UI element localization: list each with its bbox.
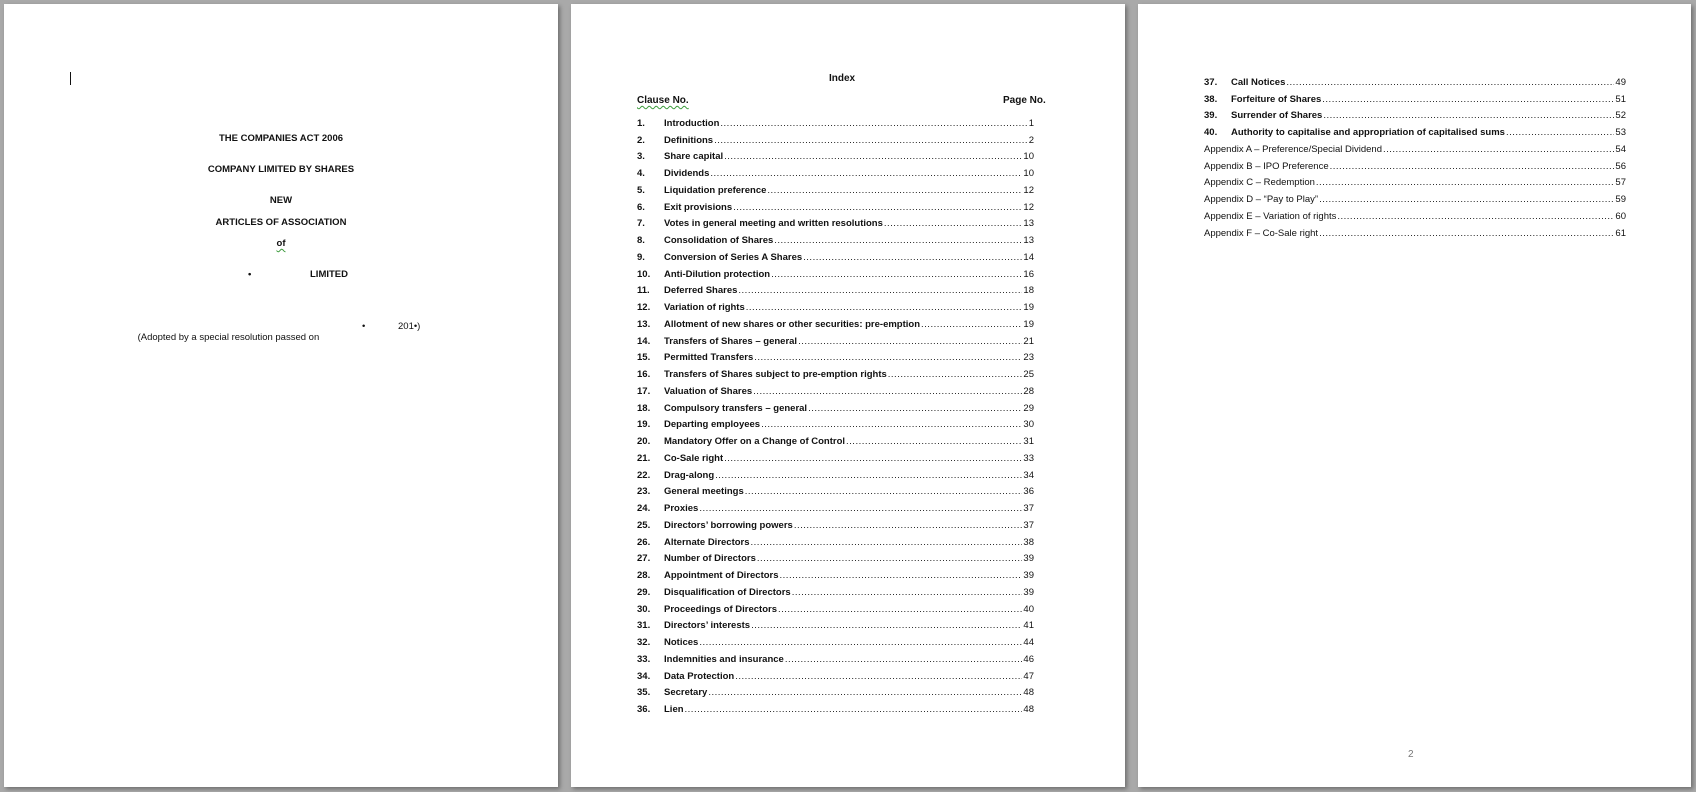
clause-title: Definitions — [664, 134, 714, 146]
page-ref: 23 — [1023, 352, 1034, 364]
page-ref: 56 — [1615, 160, 1626, 172]
clause-number: 21. — [637, 452, 651, 464]
page-ref: 37 — [1023, 503, 1034, 514]
adopted-year: 201•) — [398, 321, 421, 332]
clause-number: 19. — [637, 419, 651, 431]
clause-title: Proxies — [664, 503, 699, 514]
adopted-line — [127, 321, 319, 354]
clause-title: Introduction — [664, 117, 720, 129]
clause-title: Votes in general meeting and written resolutions — [664, 218, 883, 230]
clause-number: 8. — [637, 235, 645, 246]
index-entry[interactable] — [637, 482, 1034, 499]
clause-title: Anti-Dilution protection — [664, 268, 771, 280]
page-ref: 16 — [1023, 268, 1034, 280]
dot-leader — [699, 503, 1022, 515]
dot-leader — [1383, 144, 1614, 156]
page-ref: 48 — [1023, 687, 1034, 699]
page-ref: 33 — [1023, 452, 1034, 464]
dot-leader — [767, 185, 1022, 197]
page-ref: 13 — [1023, 218, 1034, 230]
clause-title: Co-Sale right — [664, 452, 724, 464]
dot-leader — [745, 486, 1023, 498]
document-page-3[interactable] — [1138, 4, 1691, 787]
index-entry[interactable] — [637, 599, 1034, 616]
dot-leader — [921, 319, 1022, 331]
clause-title: Departing employees — [664, 419, 761, 431]
clause-title: Valuation of Shares — [664, 385, 753, 397]
page-ref: 46 — [1023, 653, 1034, 665]
appendix-entry[interactable] — [1204, 189, 1626, 206]
clause-title: Directors’ interests — [664, 620, 751, 632]
index-entry[interactable] — [637, 113, 1034, 130]
dot-leader — [761, 419, 1022, 431]
appendix-entry[interactable] — [1204, 139, 1626, 156]
dot-leader — [794, 520, 1023, 532]
index-entry[interactable] — [1204, 89, 1626, 106]
appendix-title: Appendix E – Variation of rights — [1204, 210, 1337, 222]
index-entry[interactable] — [637, 331, 1034, 348]
appendix-entry[interactable] — [1204, 156, 1626, 173]
dot-leader — [774, 235, 1022, 247]
index-entry[interactable] — [1204, 106, 1626, 123]
index-entry[interactable] — [637, 532, 1034, 549]
appendix-title: Appendix B – IPO Preference — [1204, 160, 1329, 172]
page-ref: 25 — [1023, 369, 1034, 380]
clause-title: Appointment of Directors — [664, 570, 779, 581]
page-ref: 53 — [1615, 127, 1626, 138]
page-ref: 12 — [1023, 184, 1034, 196]
page-ref: 37 — [1023, 519, 1034, 531]
clause-title: Indemnities and insurance — [664, 653, 784, 665]
page-ref: 1 — [1028, 117, 1034, 129]
appendix-entry[interactable] — [1204, 173, 1626, 190]
page-number: 2 — [1408, 749, 1414, 760]
page-ref: 51 — [1615, 93, 1626, 105]
clause-number: 17. — [637, 385, 651, 397]
clause-title: Disqualification of Directors — [664, 586, 791, 598]
index-entry[interactable] — [637, 398, 1034, 415]
clause-number: 27. — [637, 553, 651, 565]
index-entry[interactable] — [637, 582, 1034, 599]
clause-title: Mandatory Offer on a Change of Control — [664, 436, 846, 447]
clause-title: Surrender of Shares — [1231, 110, 1323, 122]
act-heading: THE COMPANIES ACT 2006 — [218, 133, 344, 144]
index-entry[interactable] — [637, 180, 1034, 197]
clause-number: 34. — [637, 670, 651, 682]
index-entry[interactable] — [637, 699, 1034, 716]
page-ref: 40 — [1023, 603, 1034, 615]
clause-number: 38. — [1204, 93, 1218, 105]
index-entry[interactable] — [637, 666, 1034, 683]
dot-leader — [803, 252, 1022, 264]
clause-number: 32. — [637, 637, 651, 648]
clause-number: 29. — [637, 586, 651, 598]
appendix-entry[interactable] — [1204, 206, 1626, 223]
clause-number: 1. — [637, 117, 645, 129]
document-page-1[interactable] — [4, 4, 558, 787]
page-no-header: Page No. — [1003, 95, 1046, 106]
index-entry[interactable] — [637, 314, 1034, 331]
dot-leader — [699, 637, 1022, 649]
index-entry[interactable] — [637, 297, 1034, 314]
appendix-entry[interactable] — [1204, 223, 1626, 240]
clause-number: 33. — [637, 653, 651, 665]
clause-number: 9. — [637, 251, 645, 263]
index-entry[interactable] — [637, 616, 1034, 633]
dot-leader — [746, 302, 1023, 314]
index-list — [637, 113, 1034, 716]
clause-title: Lien — [664, 704, 684, 715]
index-entry[interactable] — [637, 130, 1034, 147]
clause-number: 7. — [637, 218, 645, 230]
index-entry[interactable] — [637, 683, 1034, 700]
clause-title: Number of Directors — [664, 553, 756, 565]
page-ref: 54 — [1615, 143, 1626, 155]
dot-leader — [753, 386, 1022, 398]
page-ref: 59 — [1615, 194, 1626, 205]
clause-number: 2. — [637, 134, 645, 146]
clause-title: Compulsory transfers – general — [664, 402, 808, 414]
index-entry[interactable] — [637, 230, 1034, 247]
dot-leader — [888, 369, 1023, 381]
appendix-title: Appendix F – Co-Sale right — [1204, 227, 1319, 239]
dot-leader — [1337, 211, 1614, 223]
index-entry[interactable] — [637, 431, 1034, 448]
page-ref: 52 — [1615, 110, 1626, 122]
dot-leader — [846, 436, 1022, 448]
clause-title: Allotment of new shares or other securities: pre-emption — [664, 318, 921, 330]
adopted-prefix: (Adopted by a special resolution passed on — [137, 332, 320, 343]
dot-leader — [785, 654, 1023, 666]
dot-leader — [724, 151, 1022, 163]
clause-title: Alternate Directors — [664, 536, 750, 548]
page-ref: 13 — [1023, 235, 1034, 246]
clause-number: 11. — [637, 285, 650, 297]
clause-no-header: Clause No. — [637, 95, 689, 106]
page-ref: 29 — [1023, 402, 1034, 414]
clause-number: 37. — [1204, 76, 1218, 88]
clause-title: Exit provisions — [664, 201, 733, 213]
page-ref: 10 — [1023, 168, 1034, 179]
clause-number: 35. — [637, 687, 651, 699]
clause-title: Transfers of Shares – general — [664, 335, 798, 347]
dot-leader — [1286, 77, 1614, 89]
dot-leader — [710, 168, 1022, 180]
text-cursor — [70, 72, 71, 85]
clause-title: Share capital — [664, 151, 724, 163]
clause-title: Call Notices — [1231, 76, 1286, 88]
index-entry[interactable] — [637, 465, 1034, 482]
clause-title: Drag-along — [664, 469, 715, 481]
clause-title: Proceedings of Directors — [664, 603, 777, 615]
dot-leader — [714, 135, 1028, 147]
clause-title: Dividends — [664, 168, 710, 179]
dot-leader — [708, 687, 1022, 699]
page-ref: 21 — [1023, 335, 1034, 347]
dot-leader — [771, 269, 1022, 281]
page-ref: 47 — [1023, 670, 1034, 682]
clause-title: Secretary — [664, 687, 708, 699]
index-entry[interactable] — [637, 448, 1034, 465]
clause-title: Notices — [664, 637, 699, 648]
page-ref: 36 — [1023, 486, 1034, 498]
index-entry[interactable] — [637, 649, 1034, 666]
appendix-list — [1204, 139, 1626, 240]
dot-leader — [1323, 110, 1614, 122]
page-ref: 18 — [1023, 285, 1034, 297]
page-ref: 44 — [1023, 637, 1034, 648]
dot-leader — [1506, 127, 1614, 139]
index-list-continued — [1204, 72, 1626, 139]
clause-number: 26. — [637, 536, 651, 548]
page-ref: 38 — [1023, 536, 1034, 548]
clause-title: Directors’ borrowing powers — [664, 519, 793, 531]
clause-number: 5. — [637, 184, 645, 196]
index-entry[interactable] — [637, 565, 1034, 582]
clause-number: 40. — [1204, 127, 1218, 138]
company-type-heading: COMPANY LIMITED BY SHARES — [207, 164, 355, 175]
clause-number: 3. — [637, 151, 645, 163]
page-ref: 39 — [1023, 553, 1034, 565]
page-ref: 12 — [1023, 201, 1034, 213]
clause-number: 39. — [1204, 110, 1218, 122]
index-entry[interactable] — [637, 197, 1034, 214]
clause-number: 18. — [637, 402, 651, 414]
index-entry[interactable] — [637, 632, 1034, 649]
page-ref: 14 — [1023, 251, 1034, 263]
dot-leader — [1319, 228, 1614, 240]
new-heading: NEW — [269, 195, 293, 206]
clause-title: Conversion of Series A Shares — [664, 251, 803, 263]
index-entry[interactable] — [637, 364, 1034, 381]
dot-leader — [735, 671, 1022, 683]
page-ref: 34 — [1023, 469, 1034, 481]
dot-leader — [715, 470, 1022, 482]
clause-number: 25. — [637, 519, 651, 531]
clause-number: 14. — [637, 335, 651, 347]
clause-title: Data Protection — [664, 670, 735, 682]
index-title: Index — [829, 73, 856, 84]
clause-number: 12. — [637, 302, 651, 313]
dot-leader — [685, 704, 1023, 716]
clause-number: 30. — [637, 603, 651, 615]
dot-leader — [724, 453, 1022, 465]
index-entry[interactable] — [637, 147, 1034, 164]
page-ref: 61 — [1615, 227, 1626, 239]
index-entry[interactable] — [637, 549, 1034, 566]
dot-leader — [778, 604, 1022, 616]
dot-leader — [1330, 161, 1615, 173]
clause-number: 23. — [637, 486, 651, 498]
clause-number: 36. — [637, 704, 651, 715]
of-heading — [4, 238, 558, 249]
appendix-title: Appendix C – Redemption — [1204, 177, 1315, 189]
page-ref: 39 — [1023, 586, 1034, 598]
page-ref: 2 — [1028, 134, 1034, 146]
clause-title: Consolidation of Shares — [664, 235, 774, 246]
dot-leader — [733, 202, 1022, 214]
dot-leader — [751, 537, 1023, 549]
dot-leader — [751, 620, 1022, 632]
of-text: of — [276, 238, 286, 249]
appendix-title: Appendix A – Preference/Special Dividend — [1204, 143, 1382, 155]
company-name-placeholder: • — [248, 269, 252, 280]
dot-leader — [757, 553, 1023, 565]
index-entry[interactable] — [637, 247, 1034, 264]
document-page-2[interactable] — [571, 4, 1125, 787]
clause-title: Authority to capitalise and appropriation of capitalised sums — [1231, 127, 1505, 138]
clause-number: 28. — [637, 570, 651, 581]
clause-number: 24. — [637, 503, 651, 514]
clause-number: 22. — [637, 469, 651, 481]
limited-text: LIMITED — [310, 269, 348, 280]
page-ref: 39 — [1023, 570, 1034, 581]
index-entry[interactable] — [637, 281, 1034, 298]
clause-title: Variation of rights — [664, 302, 745, 313]
index-entry[interactable] — [637, 214, 1034, 231]
clause-number: 13. — [637, 318, 651, 330]
dot-leader — [754, 352, 1022, 364]
dot-leader — [1316, 177, 1615, 189]
dot-leader — [798, 336, 1022, 348]
clause-title: Liquidation preference — [664, 184, 767, 196]
clause-title: Permitted Transfers — [664, 352, 754, 364]
clause-title: Forfeiture of Shares — [1231, 93, 1322, 105]
clause-number: 6. — [637, 201, 645, 213]
clause-number: 31. — [637, 620, 651, 632]
index-entry[interactable] — [637, 381, 1034, 398]
page-ref: 19 — [1023, 302, 1034, 313]
clause-number: 20. — [637, 436, 651, 447]
clause-number: 4. — [637, 168, 645, 179]
clause-title: General meetings — [664, 486, 744, 498]
index-entry[interactable] — [637, 498, 1034, 515]
dot-leader — [1319, 194, 1614, 206]
index-entry[interactable] — [637, 163, 1034, 180]
dot-leader — [884, 218, 1023, 230]
page-ref: 48 — [1023, 704, 1034, 715]
dot-leader — [792, 587, 1023, 599]
clause-number: 10. — [637, 268, 651, 280]
clause-number: 15. — [637, 352, 651, 364]
index-entry[interactable] — [1204, 72, 1626, 89]
page-ref: 28 — [1023, 385, 1034, 397]
dot-leader — [780, 570, 1023, 582]
dot-leader — [738, 285, 1022, 297]
page-ref: 19 — [1023, 318, 1034, 330]
index-entry[interactable] — [1204, 122, 1626, 139]
page-ref: 30 — [1023, 419, 1034, 431]
dot-leader — [720, 118, 1027, 130]
index-entry[interactable] — [637, 515, 1034, 532]
index-entry[interactable] — [637, 348, 1034, 365]
adopted-date-placeholder: • — [362, 321, 366, 332]
page-ref: 31 — [1023, 436, 1034, 447]
dot-leader — [1322, 94, 1614, 106]
page-ref: 10 — [1023, 151, 1034, 163]
clause-title: Deferred Shares — [664, 285, 738, 297]
page-ref: 57 — [1615, 177, 1626, 189]
articles-heading: ARTICLES OF ASSOCIATION — [215, 217, 347, 228]
appendix-title: Appendix D – “Pay to Play” — [1204, 194, 1319, 205]
index-entry[interactable] — [637, 415, 1034, 432]
clause-title: Transfers of Shares subject to pre-emption rights — [664, 369, 887, 380]
page-ref: 41 — [1023, 620, 1034, 632]
page-ref: 49 — [1615, 76, 1626, 88]
page-ref: 60 — [1615, 210, 1626, 222]
index-entry[interactable] — [637, 264, 1034, 281]
clause-number: 16. — [637, 369, 651, 380]
dot-leader — [808, 403, 1022, 415]
